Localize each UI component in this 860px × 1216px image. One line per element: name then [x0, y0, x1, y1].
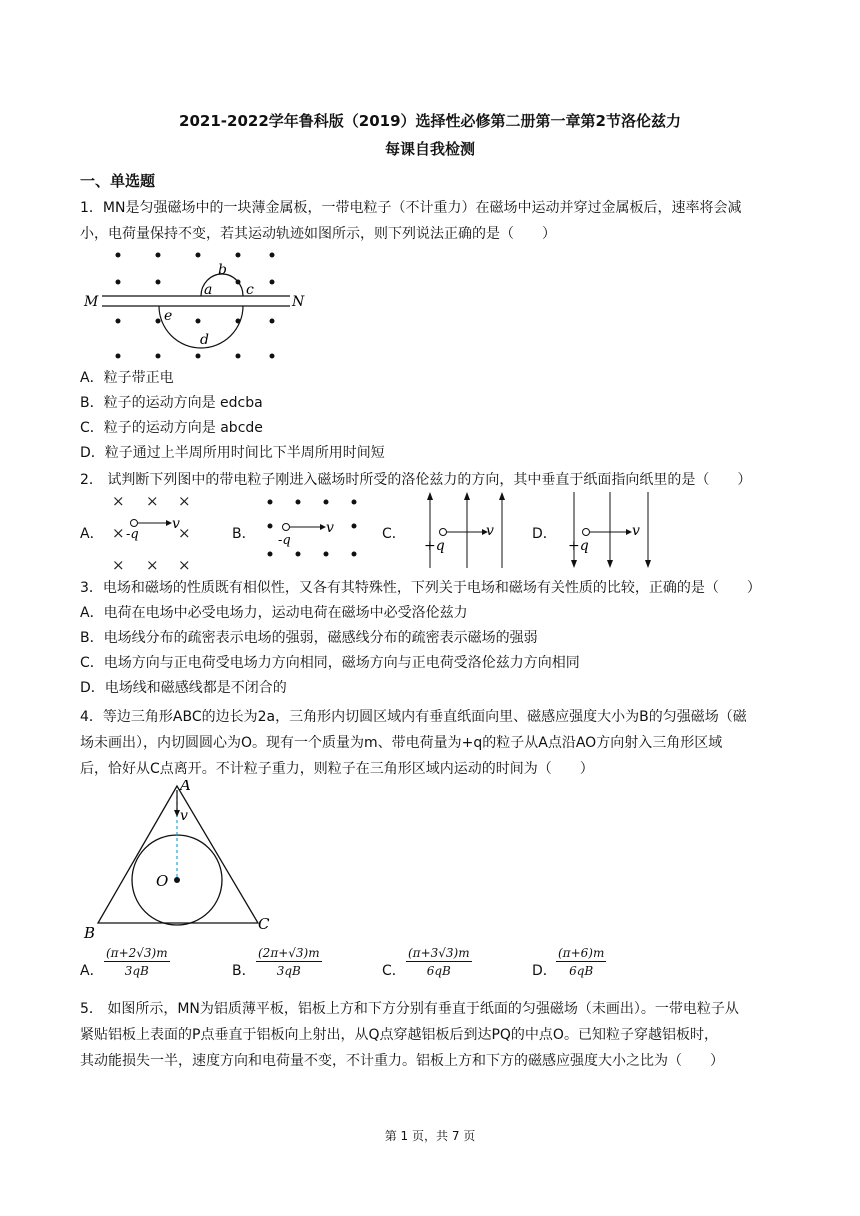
- q4-stem-line1: 4．等边三角形ABC的边长为2a，三角形内切圆区域内有垂直纸面向里、磁感应强度大小为B的匀强磁场（磁: [80, 709, 747, 725]
- q4-option-b-denominator: 3qB: [276, 964, 301, 978]
- q1-option-a: A．粒子带正电: [80, 370, 174, 386]
- q2a-charge: -q: [126, 527, 139, 542]
- q4-option-a-denominator: 3qB: [124, 964, 149, 978]
- q2-figure-b: [262, 492, 362, 562]
- q1-option-c: C．粒子的运动方向是 abcde: [80, 420, 263, 436]
- q5-stem-line3: 其动能损失一半，速度方向和电荷量不变，不计重力。铝板上方和下方的磁感应强度大小之比为（ ）: [80, 1053, 724, 1069]
- q4-stem-line2: 场未画出），内切圆圆心为O。现有一个质量为m、带电荷量为+q的粒子从A点沿AO方向射入三角形区域: [80, 735, 723, 751]
- q1-label-d: d: [200, 332, 209, 348]
- svg-text:×: ×: [112, 492, 125, 510]
- q2-option-b-label: B．: [232, 526, 256, 542]
- svg-text:×: ×: [178, 524, 191, 542]
- q1-label-e: e: [164, 308, 173, 324]
- q4-label-O: O: [156, 872, 169, 890]
- q4-label-v: v: [180, 808, 188, 824]
- svg-text:×: ×: [146, 556, 159, 574]
- q4-label-C: C: [258, 915, 270, 933]
- q1-stem-line2: 小，电荷量保持不变，若其运动轨迹如图所示，则下列说法正确的是（ ）: [80, 226, 556, 242]
- q5-stem-line2: 紧贴铝板上表面的P点垂直于铝板向上射出，从Q点穿越铝板后到达PQ的中点O。已知粒子穿越铝板时，: [80, 1027, 718, 1043]
- section-heading: 一、单选题: [80, 172, 156, 190]
- q2-stem: 2． 试判断下列图中的带电粒子刚进入磁场时所受的洛伦兹力的方向，其中垂直于纸面指向纸里的是（ ）: [80, 472, 752, 488]
- q2-option-a-label: A．: [80, 526, 104, 542]
- q2-option-d-label: D．: [532, 526, 557, 542]
- q4-option-d-denominator: 6qB: [569, 964, 594, 978]
- q1-stem-line1: 1．MN是匀强磁场中的一块薄金属板，一带电粒子（不计重力）在磁场中运动并穿过金属板后，速率将会减: [80, 200, 742, 216]
- q2-figure-d: [566, 490, 661, 570]
- q2d-charge: +q: [568, 538, 589, 554]
- q4-option-a-label: A．: [80, 963, 104, 979]
- page-footer: 第 1 页，共 7 页: [384, 1129, 476, 1143]
- svg-text:×: ×: [112, 524, 125, 542]
- q4-option-b-label: B．: [232, 963, 256, 979]
- page-subtitle: 每课自我检测: [384, 140, 475, 158]
- svg-text:×: ×: [178, 492, 191, 510]
- q1-option-d: D．粒子通过上半周所用时间比下半周所用时间短: [80, 445, 385, 461]
- q2-figure-c: [420, 490, 515, 570]
- q4-option-c-numerator: (π+3√3)m: [408, 946, 470, 960]
- q1-label-b: b: [218, 262, 227, 278]
- q4-figure: [80, 780, 280, 945]
- q4-option-b-fraction: [256, 946, 322, 978]
- q1-label-c: c: [246, 282, 254, 298]
- svg-text:×: ×: [178, 556, 191, 574]
- q1-figure: [80, 248, 310, 366]
- q4-option-a-fraction: [104, 946, 170, 978]
- svg-text:×: ×: [112, 556, 125, 574]
- q4-option-d-label: D．: [532, 963, 557, 979]
- svg-text:×: ×: [146, 492, 159, 510]
- q4-option-c-denominator: 6qB: [426, 964, 451, 978]
- q3-option-d: D．电场线和磁感线都是不闭合的: [80, 680, 287, 696]
- q2-figure-a: [108, 492, 198, 574]
- q4-label-B: B: [84, 924, 96, 942]
- q4-option-b-numerator: (2π+√3)m: [258, 946, 320, 960]
- q3-option-a: A．电荷在电场中必受电场力，运动电荷在磁场中必受洛伦兹力: [80, 605, 468, 621]
- q4-label-A: A: [180, 780, 191, 794]
- q2b-velocity: v: [326, 520, 334, 536]
- q2-option-c-label: C．: [382, 526, 406, 542]
- q2b-charge: -q: [278, 533, 291, 548]
- q4-option-d-numerator: (π+6)m: [558, 946, 605, 960]
- q3-option-c: C．电场方向与正电荷受电场力方向相同，磁场方向与正电荷受洛伦兹力方向相同: [80, 655, 580, 671]
- q1-label-N: N: [292, 294, 305, 310]
- q3-stem: 3．电场和磁场的性质既有相似性，又各有其特殊性，下列关于电场和磁场有关性质的比较，正确的是（ ）: [80, 580, 761, 596]
- page-title: 2021-2022学年鲁科版（2019）选择性必修第二册第一章第2节洛伦兹力: [179, 112, 681, 130]
- q4-stem-line3: 后，恰好从C点离开。不计粒子重力，则粒子在三角形区域内运动的时间为（ ）: [80, 761, 594, 777]
- q1-option-b: B．粒子的运动方向是 edcba: [80, 395, 263, 411]
- q1-label-a: a: [204, 282, 213, 298]
- q2c-charge: +q: [424, 538, 445, 554]
- q1-label-M: M: [84, 294, 99, 310]
- q2d-velocity: v: [632, 523, 640, 539]
- q3-option-b: B．电场线分布的疏密表示电场的强弱，磁感线分布的疏密表示磁场的强弱: [80, 630, 538, 646]
- q4-option-d-fraction: [556, 946, 606, 978]
- q5-stem-line1: 5． 如图所示，MN为铝质薄平板，铝板上方和下方分别有垂直于纸面的匀强磁场（未画出）。一带电粒子从: [80, 1001, 739, 1017]
- q4-option-c-fraction: [406, 946, 472, 978]
- q4-option-a-numerator: (π+2√3)m: [106, 946, 168, 960]
- q2c-velocity: v: [486, 523, 494, 539]
- q4-option-c-label: C．: [382, 963, 406, 979]
- q2a-velocity: v: [172, 516, 180, 532]
